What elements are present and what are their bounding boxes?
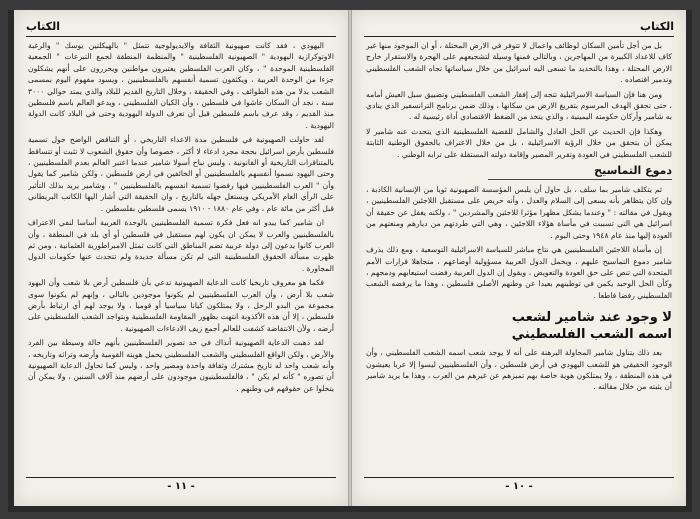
right-page <box>352 10 686 506</box>
paragraph: وهكذا فإن الحديث عن الحل العادل والشامل للقضية الفلسطينية الذي يتحدث عنه شامير لا يمكن أن يتحقق من خلال الرؤية الاسرائيلية ، بل من خلال الاعتراف بالحقوق الوطنية الثابتة للشعب الفلسطيني في العودة وتقرير المصير وإقامة دولته المستقلة على ترابه الوطني . <box>366 126 672 159</box>
paragraph: إن مأساة اللاجئين الفلسطينيين هي نتاج مباشر للسياسة الاسرائيلية التوسعية ، ومع ذلك يذرف شامير دموع التماسيح عليهم ، ويحمل الدول العربية مسؤولية أوضاعهم ، متجاهلا قرارات الأمم المتحدة التي تنص على حق العودة والتعويض ، ويقول إن الدول العربية رفضت استيعابهم ودمجهم ، وكأن الحل الوحيد يكمن في توطينهم بعيدا عن وطنهم الأصلي فلسطين ، وهذا ما يرفضه الشعب الفلسطيني رفضا قاطعا . <box>366 245 672 300</box>
paragraph: ثم يتكلف شامير بما سلف ، بل حاول أن يلبس المؤسسة الصهيونية ثوبا من الإنسانية الكاذبة ، وإن كان يتظاهر بأنه يسعى إلى السلام والعدل ، وأنه حريص على مستقبل اللاجئين الفلسطينيين ، ويقول في مقالته : " وعندما يشكل مظهرا مؤثرا للاجئين والمشردين " ، ولكنه يغفل عن حقيقة أن اسرائيل هي التي تسببت في مأساة هؤلاء اللاجئين ، وهي التي طردتهم من ديارهم ومنعتهم من العودة إليها منذ عام ١٩٤٨ وحتى اليوم . <box>366 185 672 240</box>
left-page <box>14 10 348 506</box>
right-page-body <box>366 40 672 468</box>
section-heading-line: اسمه الشعب الفلسطيني <box>511 327 672 343</box>
section-heading-no-people <box>366 309 672 343</box>
paragraph: اليهودي ، فقد كانت صهيونية الثقافة والايديولوجية تتمثل " بالهيكلتين يوسك " والرغبة الاوتوكرازية اليهودية " الصهيونية الفلسطينية " والمنظمة المنطقة لجمع التبرعات " الجمعية الفلسطينية الموحدة " ، وكان العرب الفلسطين يعتبرون مواطنين ويحررون على أنهم يشكلون جزءا من الوحدة العربية ، ويكثفون تسمية أنفسهم بالفلسطينيين ، ويسود مفهوم اليوم بمسمى الشعب بدلا من هذه الطوائف ، وفي الحقيقة ، وخلال التاريخ القديم للبلاد والذي يمتد حوالي ٣٠٠٠ سنة ، نجد أن السكان عاشوا في فلسطين ، وأن الكيان الفلسطيني ، ويدعو العالم باسم فلسطين منذ القديم ، وقد عرف باسم فلسطين قبل أن تعرف الدولة اليهودية وحتى في البلاد كانت الدولة اليهودية . <box>28 41 334 130</box>
paragraph: لقد حاولت الصهيونية في فلسطين مدة الاعداء التاريخي ، أو التناقض الواضح حول تسمية فلسطين بأرض اسرائيل بحجة مجرد ادعاء لا أكثر ، خصوصا وأن حقوق الشعوب لا تثبت أو تتساقط بالمتناقرات التاريخية أو القانونية ، وليس نباح أسولا شامير عندما اعتبر العالم بعدم الفلسطينيين ، وحتى اليهود نسموا أنفسهم بالفلسطينيين أو الخائفين في ارض فلسطين ، ولكن شامير كما يقول وأن " العرب الفلسطينيين فيها رفضوا تسمية انفسهم بالفلسطينيين " ، وشامير يريد بذلك التأثير على الرأي العام الأمريكي ويستغل جهله بالتاريخ ، وان الحقيقة التي أشار اليها الكاتب البريطاني قبل أكثر من مائة عام ، وفي عام ١٨٨٠ - ١٩١٠ يسمى فلسطين بفلسطين . <box>28 135 334 213</box>
left-page-footer <box>26 477 336 494</box>
paragraph: بل من أجل تأمين السكان لوظائف واعمال لا تتوفر في الارض المحتلة ، أو ان الموجود منها غير كاف للاعداد الكبيرة من المهاجرين ، وبالتالي فمنها وسيلة لتشجيعهم على الهجرة والاستقرار خارج الارض المحتلة ، وهذا بالتحديد ما تسعى اليه اسرائيل من خلال سياساتها تجاه الشعب الفلسطيني وتدمير اقتصاده . <box>366 41 672 85</box>
left-page-body <box>28 40 334 468</box>
right-page-footer <box>364 477 674 494</box>
paragraph: ان شامير كما يبدو انه فعل فكرة تسمية الفلسطينيين بالوحدة العربية أساسا لنفي الاعتراف بالفلسطينيين والعرب لا يمكن ان يكون لهم مستقبل في فلسطين أو أي بلد في المنطقة ، وأن العرب كانوا يدعون إلى دولة عربية تضم المناطق التي كانت تمثل الامبراطورية العثمانية ، ومن ثم ظهرت مسألة الحقوق الفلسطينية التي لم تكن مسألة جديدة ولم تتحدث عنها حكومات الدول المجاورة . <box>28 218 334 273</box>
left-page-header <box>26 20 336 37</box>
right-page-number: - ١٠ - <box>505 481 533 492</box>
section-heading-line: لا وجود عند شامير لشعب <box>511 310 672 326</box>
section-heading-crocodile-tears: دموع التماسيح <box>488 164 672 180</box>
paragraph: ومن هنا فإن السياسة الاسرائيلية تتجه إلى إفقار الشعب الفلسطيني وتضييق سبل العيش أمامه ، حتى تحقق الهدف المرسوم بتفريغ الارض من سكانها ، وذلك ضمن برنامج الترانسفير الذي ينادي به شامير وأركان حكومته اليمينية ، والذي يتخذ من الضغط الاقتصادي أداة رئيسية له . <box>366 89 672 122</box>
left-running-head: الكتاب <box>26 20 60 33</box>
left-page-number: - ١١ - <box>167 481 195 492</box>
right-page-header <box>364 20 674 37</box>
paragraph: لقد ذهبت الدعاية الصهيونية أنذاك في حد تصوير الفلسطينيين بأنهم حالة وسيطة بين الفرد والأرض ، ولكن الواقع الفلسطيني والشعب الفلسطيني يحمل هويته القومية وأرضه وتراثه وتاريخه ، وأنه شعب واحد له تاريخ مشترك وثقافة واحدة ومصير واحد ، وليس كما تحاول الدعاية الصهيونية أن تصوره " كأنه لم يكن " ، فالفلسطينيون موجودون على أرضهم منذ آلاف السنين ، ولا يمكن أن يتخلوا عن حقوقهم في وطنهم . <box>28 338 334 393</box>
right-running-head: الكتاب <box>640 20 674 33</box>
paragraph: فكما هو معروف تاريخيا كانت الدعاية الصهيونية تدعي بأن فلسطين أرض بلا شعب وأن اليهود شعب بلا أرض ، وأن العرب الفلسطينيين لم يكونوا موجودين بالتالي ، وإنهم لم يكونوا سوى مجموعة من البدو الرحل ، ولا يمتلكون كيانا سياسيا أو قوميا ، ولا يوجد لهم أي ارتباط بأرض فلسطين ، إلا أن هذه الأكذوبة انتهت بظهور المقاومة الفلسطينية وبتواجد الشعب الفلسطيني على أرضه ، ولأن الانتفاضة كشفت للعالم أجمع زيف الادعاءات الصهيونية . <box>28 278 334 333</box>
paragraph: بعد ذلك يتناول شامير المحاولة البرهنة على أنه لا يوجد شعب اسمه الشعب الفلسطيني ، وأن الوجود الحقيقي هو للشعب اليهودي في أرض فلسطين ، وأن الفلسطينيين ليسوا إلا عربا يعيشون في هذه المنطقة ، ولا يمتلكون هوية خاصة بهم تميزهم عن غيرهم من العرب ، وهذا ما يريد شامير أن يثبته من خلال مقالته . <box>366 348 672 392</box>
